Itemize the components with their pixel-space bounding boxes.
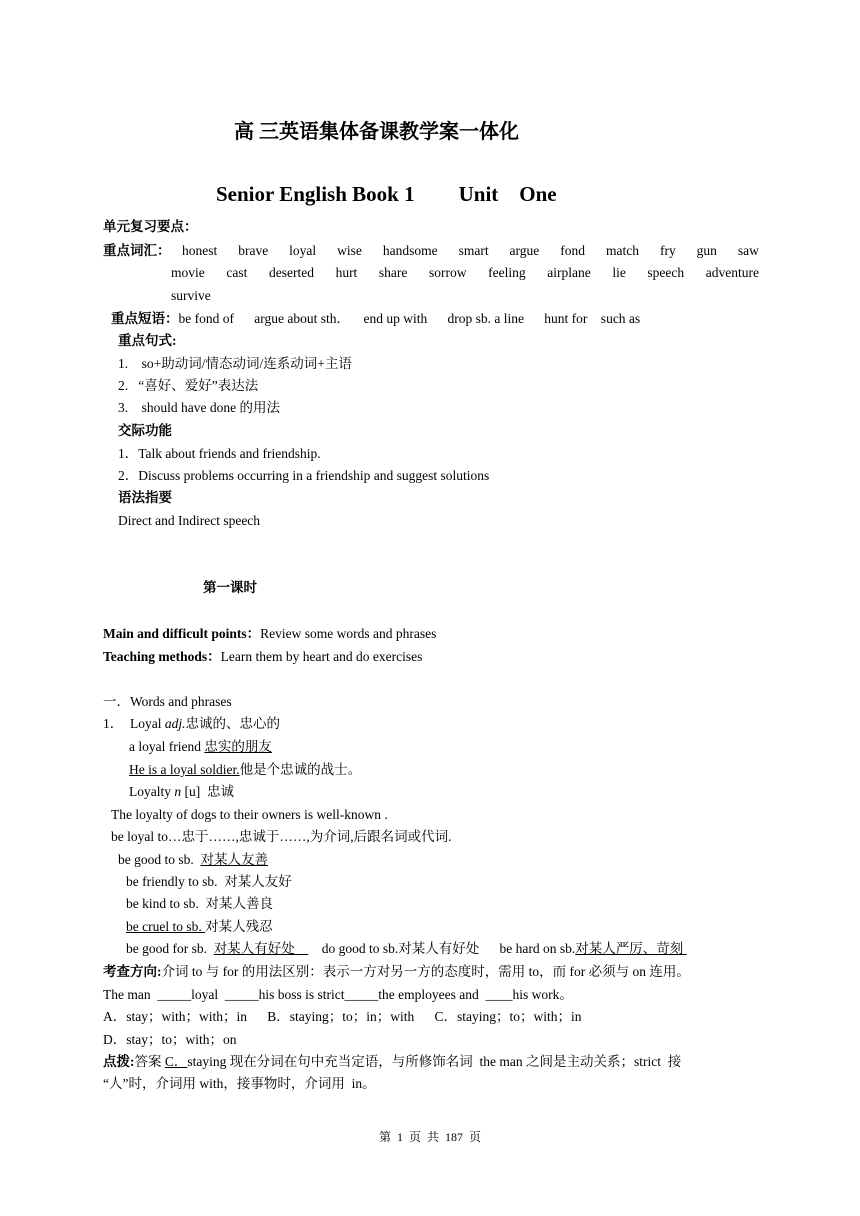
example-line: The loyalty of dogs to their owners is well-known . <box>111 807 388 822</box>
section-heading: 一．Words and phrases <box>103 694 232 709</box>
grammar-text: Direct and Indirect speech <box>118 513 261 528</box>
tip-line <box>103 1053 681 1071</box>
usage-note: be loyal to…忠于……,忠诚于……,为介词,后跟名词或代词. <box>111 829 452 844</box>
points-text: Review some words and phrases <box>260 626 437 641</box>
methods-label: Teaching methods： <box>103 649 221 664</box>
phrase-item: be friendly to sb. 对某人友好 <box>126 874 292 889</box>
vocab-word: adventure <box>705 265 759 280</box>
function-item: 2．Discuss problems occurring in a friendship and suggest solutions <box>118 468 490 483</box>
tip-text: staying 现在分词在句中充当定语，与所修饰名词 the man 之间是主动关系；strict 接 <box>187 1054 682 1069</box>
phrase-text: be cruel to sb. <box>126 919 206 934</box>
exam-question: The man _____loyal _____his boss is strict_____the employees and ____his work。 <box>103 987 573 1002</box>
example-line <box>129 738 272 756</box>
example-translation: 忠实的朋友 <box>204 739 272 754</box>
vocab-row <box>182 242 759 260</box>
phrase-line <box>111 310 640 328</box>
vocab-row <box>171 264 759 282</box>
vocab-word: airplane <box>547 265 591 280</box>
vocab-word: speech <box>647 265 685 280</box>
grammar-label: 语法指要 <box>118 490 172 505</box>
phrase-item <box>126 940 687 958</box>
vocab-word: wise <box>337 243 362 258</box>
function-item: 1．Talk about friends and friendship. <box>118 446 321 461</box>
phrase-text: be good for sb. <box>126 941 214 956</box>
phrase-label: 重点短语： <box>111 311 179 326</box>
example-line <box>129 761 361 779</box>
vocab-word: honest <box>182 243 218 258</box>
points-label: Main and difficult points： <box>103 626 261 641</box>
part-of-speech: adj. <box>164 716 186 731</box>
teaching-methods <box>103 648 422 666</box>
phrase-list: be fond of argue about sth． end up with drop sb. a line hunt for such as <box>178 311 641 326</box>
phrase-item: be kind to sb. 对某人善良 <box>126 896 273 911</box>
exam-direction <box>103 963 690 981</box>
vocab-word: survive <box>171 288 211 303</box>
vocab-word: deserted <box>268 265 314 280</box>
vocab-label: 重点词汇： <box>103 243 171 258</box>
vocab-word: feeling <box>488 265 526 280</box>
phrase-meaning: 对某人有好处 <box>213 941 309 956</box>
entry-loyalty <box>129 783 234 801</box>
sentence-item: 3. should have done 的用法 <box>118 400 280 415</box>
vocab-word: saw <box>737 243 759 258</box>
exam-options: A．stay；with；with；in B．staying；to；in；with C．staying；to；with；in <box>103 1009 582 1024</box>
vocab-word: brave <box>238 243 269 258</box>
sentence-item: 2. “喜好、爱好”表达法 <box>118 378 259 393</box>
vocab-word: smart <box>458 243 489 258</box>
lesson-heading: 第一课时 <box>203 580 257 595</box>
vocab-word: gun <box>696 243 717 258</box>
document-title: 高 三英语集体备课教学案一体化 <box>234 121 519 143</box>
tip-label: 点拨: <box>103 1054 135 1069</box>
entry-meaning: 忠诚的、忠心的 <box>185 716 281 731</box>
vocab-word: fry <box>659 243 676 258</box>
exam-options: D．stay；to；with；on <box>103 1032 237 1047</box>
sentence-item: 1. so+助动词/情态动词/连系动词+主语 <box>118 356 352 371</box>
entry-loyal <box>103 715 280 733</box>
vocab-word: sorrow <box>429 265 467 280</box>
example-text: He is a loyal soldier. <box>129 762 240 777</box>
example-text: a loyal friend <box>129 739 205 754</box>
vocab-word: movie <box>171 265 205 280</box>
vocab-word: share <box>378 265 408 280</box>
vocab-word: match <box>605 243 639 258</box>
main-points <box>103 625 436 643</box>
entry-word: 1． Loyal <box>103 716 165 731</box>
tip-answer: C． <box>164 1054 188 1069</box>
part-of-speech: n <box>174 784 182 799</box>
vocab-word: argue <box>509 243 540 258</box>
page-footer: 第 1 页 共 187 页 <box>378 1130 481 1144</box>
phrase-item <box>126 918 273 936</box>
tip-text: 答案 <box>134 1054 165 1069</box>
phrase-text: do good to sb.对某人有好处 be hard on sb. <box>308 941 576 956</box>
methods-text: Learn them by heart and do exercises <box>220 649 423 664</box>
vocab-word: loyal <box>289 243 317 258</box>
unit-label: Unit One <box>458 182 557 206</box>
tip-line: “人”时，介词用 with，接事物时，介词用 in。 <box>103 1076 376 1091</box>
sentence-label: 重点句式: <box>118 333 177 348</box>
entry-word: Loyalty <box>129 784 175 799</box>
phrase-text: be good to sb. <box>118 852 201 867</box>
book-label: Senior English Book 1 <box>216 182 415 206</box>
phrase-meaning: 对某人友善 <box>200 852 268 867</box>
example-translation: 他是个忠诚的战士。 <box>239 762 362 777</box>
exam-text: 介词 to 与 for 的用法区别：表示一方对另一方的态度时，需用 to，而 for 必须与 on 连用。 <box>161 964 690 979</box>
phrase-meaning: 对某人严厉、苛刻 <box>575 941 687 956</box>
exam-label: 考查方向: <box>103 964 162 979</box>
vocab-word: fond <box>560 243 586 258</box>
vocab-word: cast <box>226 265 248 280</box>
phrase-meaning: 对某人残忍 <box>205 919 273 934</box>
unit-subtitle <box>216 182 557 207</box>
vocab-word: lie <box>612 265 626 280</box>
vocab-word: handsome <box>382 243 438 258</box>
review-heading: 单元复习要点： <box>103 219 198 234</box>
function-label: 交际功能 <box>118 423 172 438</box>
phrase-item <box>118 851 268 869</box>
entry-meaning: [u] 忠诚 <box>181 784 234 799</box>
vocab-word: hurt <box>335 265 358 280</box>
